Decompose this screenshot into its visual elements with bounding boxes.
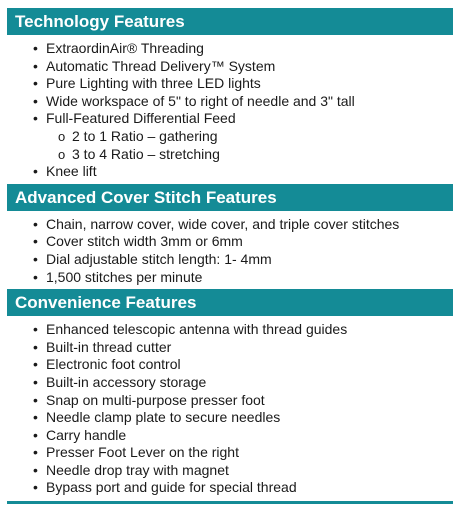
list-item: • Dial adjustable stitch length: 1- 4mm (35, 251, 453, 269)
sub-list-item: o 3 to 4 Ratio – stretching (58, 146, 453, 164)
list-item: • Needle drop tray with magnet (35, 462, 453, 480)
list-item: • Wide workspace of 5" to right of needle and 3" tall (35, 93, 453, 111)
list-item: • Cover stitch width 3mm or 6mm (35, 233, 453, 251)
feature-list (7, 316, 453, 500)
list-item: • Electronic foot control (35, 356, 453, 374)
list-item: • Full-Featured Differential Feed (35, 110, 453, 128)
bottom-divider (7, 501, 453, 504)
section-advanced-cover-stitch-features (7, 184, 453, 289)
list-item: • Enhanced telescopic antenna with thread guides (35, 321, 453, 339)
list-item: • Carry handle (35, 427, 453, 445)
list-item: • Needle clamp plate to secure needles (35, 409, 453, 427)
sub-list-item: o 2 to 1 Ratio – gathering (58, 128, 453, 146)
list-item: • ExtraordinAir® Threading (35, 40, 453, 58)
feature-sheet (7, 8, 453, 504)
list-item: • Snap on multi-purpose presser foot (35, 392, 453, 410)
section-header: Technology Features (7, 8, 453, 35)
feature-list (7, 35, 453, 184)
list-item: • Automatic Thread Delivery™ System (35, 58, 453, 76)
sub-list (35, 128, 453, 163)
list-item: • Built-in thread cutter (35, 339, 453, 357)
list-item: • Bypass port and guide for special thread (35, 479, 453, 497)
section-header: Advanced Cover Stitch Features (7, 184, 453, 211)
section-header: Convenience Features (7, 289, 453, 316)
list-item: • Chain, narrow cover, wide cover, and triple cover stitches (35, 216, 453, 234)
list-item: • Knee lift (35, 163, 453, 181)
list-item: • Pure Lighting with three LED lights (35, 75, 453, 93)
list-item: • Built-in accessory storage (35, 374, 453, 392)
list-item: • Presser Foot Lever on the right (35, 444, 453, 462)
section-technology-features (7, 8, 453, 184)
feature-list (7, 211, 453, 289)
list-item: • 1,500 stitches per minute (35, 269, 453, 287)
section-convenience-features (7, 289, 453, 504)
